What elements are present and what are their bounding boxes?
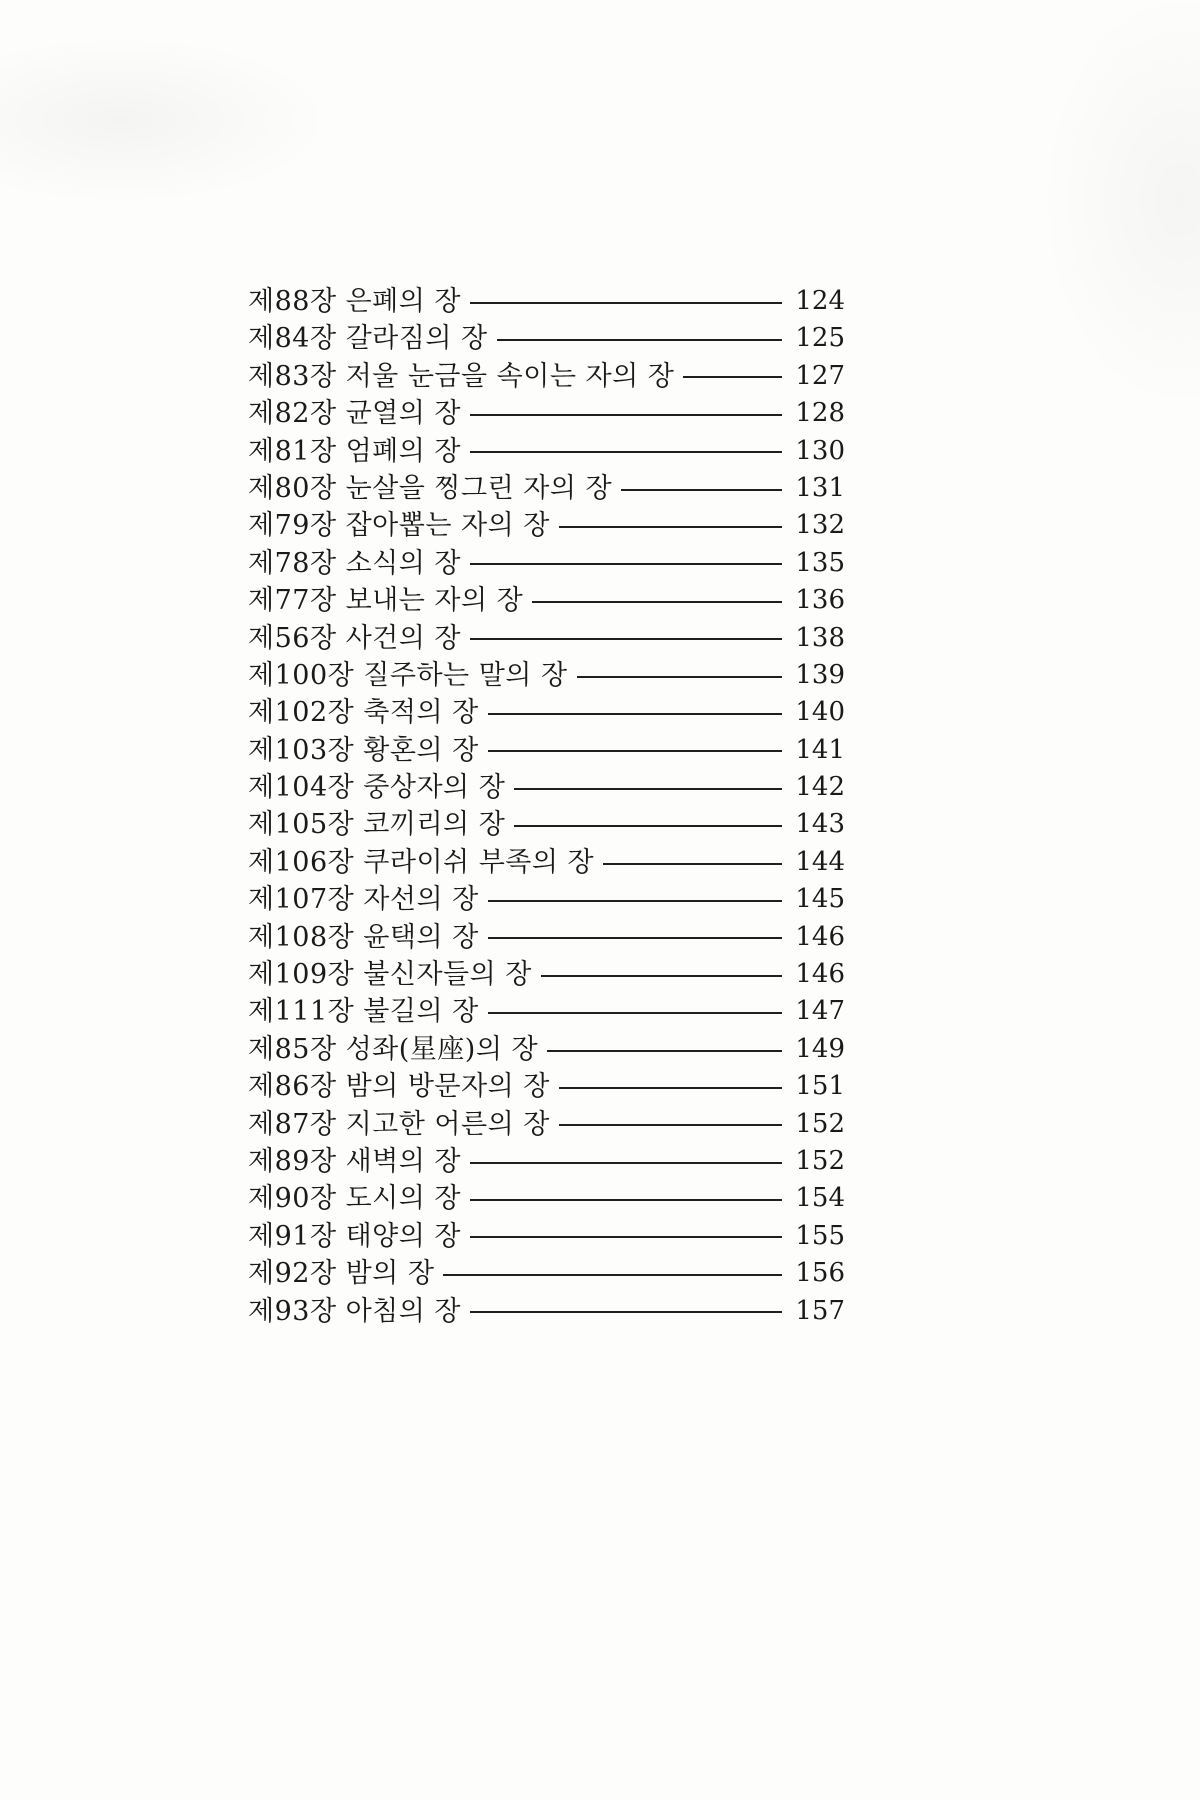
page-number: 136 — [795, 585, 845, 616]
leader-line — [488, 937, 782, 939]
chapter-title: 제77장 보내는 자의 장 — [248, 585, 524, 617]
toc-entry — [248, 769, 845, 806]
chapter-title: 제84장 갈라짐의 장 — [248, 323, 488, 355]
leader-line — [541, 975, 782, 977]
chapter-title: 제79장 잡아뽑는 자의 장 — [248, 510, 550, 542]
chapter-title: 제104장 중상자의 장 — [248, 772, 506, 804]
chapter-title: 제91장 태양의 장 — [248, 1220, 462, 1252]
chapter-title: 제88장 은폐의 장 — [248, 286, 462, 317]
leader-line — [470, 1162, 782, 1164]
page-number: 127 — [795, 360, 845, 391]
page-number: 156 — [795, 1258, 845, 1289]
page-number: 155 — [795, 1220, 845, 1251]
toc-entry — [248, 732, 845, 769]
toc-entry — [248, 582, 845, 619]
page-number: 135 — [795, 547, 845, 578]
page-number: 141 — [795, 734, 845, 765]
leader-line — [470, 414, 782, 416]
leader-line — [514, 825, 782, 827]
chapter-title: 제106장 쿠라이쉬 부족의 장 — [248, 846, 595, 878]
page-number: 151 — [795, 1071, 845, 1102]
page-number: 142 — [795, 772, 845, 803]
page-number: 147 — [795, 996, 845, 1027]
page-number: 140 — [795, 697, 845, 728]
toc-entry — [248, 1143, 845, 1180]
toc-entry — [248, 657, 845, 694]
leader-line — [547, 1050, 782, 1052]
page-number: 128 — [795, 398, 845, 429]
toc-entry — [248, 320, 845, 357]
toc-entry — [248, 283, 845, 320]
page-number: 157 — [795, 1295, 845, 1326]
page-number: 131 — [795, 472, 845, 503]
page-number: 149 — [795, 1033, 845, 1064]
page-number: 146 — [795, 959, 845, 990]
toc-entry — [248, 1031, 845, 1068]
toc-entry — [248, 1255, 845, 1292]
toc-entry — [248, 620, 845, 657]
toc-entry — [248, 545, 845, 582]
chapter-title: 제56장 사건의 장 — [248, 622, 462, 654]
toc-entry — [248, 881, 845, 918]
page-number: 130 — [795, 435, 845, 466]
page-number: 139 — [795, 659, 845, 690]
chapter-title: 제102장 축적의 장 — [248, 697, 479, 729]
leader-line — [470, 1311, 782, 1313]
page-number: 125 — [795, 323, 845, 354]
page-number: 143 — [795, 809, 845, 840]
chapter-title: 제93장 아침의 장 — [248, 1295, 462, 1327]
toc-entry — [248, 919, 845, 956]
table-of-contents — [248, 283, 845, 1330]
toc-entry — [248, 433, 845, 470]
leader-line — [559, 526, 782, 528]
chapter-title: 제100장 질주하는 말의 장 — [248, 659, 568, 691]
toc-entry — [248, 1293, 845, 1330]
leader-line — [514, 788, 782, 790]
page-number: 124 — [795, 286, 845, 316]
leader-line — [621, 489, 782, 491]
leader-line — [559, 1087, 782, 1089]
chapter-title: 제87장 지고한 어른의 장 — [248, 1108, 550, 1140]
chapter-title: 제92장 밤의 장 — [248, 1258, 435, 1290]
page-number: 152 — [795, 1108, 845, 1139]
toc-entry — [248, 956, 845, 993]
leader-line — [577, 676, 782, 678]
chapter-title: 제82장 균열의 장 — [248, 398, 462, 430]
page-number: 144 — [795, 846, 845, 877]
chapter-title: 제111장 불길의 장 — [248, 996, 479, 1028]
chapter-title: 제83장 저울 눈금을 속이는 자의 장 — [248, 360, 675, 392]
chapter-title: 제86장 밤의 방문자의 장 — [248, 1071, 550, 1103]
chapter-title: 제105장 코끼리의 장 — [248, 809, 506, 841]
toc-entry — [248, 470, 845, 507]
leader-line — [603, 863, 782, 865]
leader-line — [488, 900, 782, 902]
leader-line — [470, 563, 782, 565]
toc-entry — [248, 993, 845, 1030]
leader-line — [470, 1236, 782, 1238]
chapter-title: 제81장 엄폐의 장 — [248, 435, 462, 467]
leader-line — [470, 451, 782, 453]
leader-line — [488, 750, 782, 752]
page-number: 154 — [795, 1183, 845, 1214]
leader-line — [532, 601, 782, 603]
leader-line — [497, 339, 782, 341]
chapter-title: 제90장 도시의 장 — [248, 1183, 462, 1215]
leader-line — [683, 376, 782, 378]
toc-entry — [248, 507, 845, 544]
leader-line — [470, 1199, 782, 1201]
toc-entry — [248, 1218, 845, 1255]
toc-entry — [248, 1068, 845, 1105]
chapter-title: 제107장 자선의 장 — [248, 884, 479, 916]
leader-line — [488, 1012, 782, 1014]
toc-entry — [248, 844, 845, 881]
chapter-title: 제85장 성좌(星座)의 장 — [248, 1033, 539, 1065]
page-number: 138 — [795, 622, 845, 653]
toc-entry — [248, 358, 845, 395]
page-number: 132 — [795, 510, 845, 541]
chapter-title: 제109장 불신자들의 장 — [248, 959, 532, 991]
leader-line — [488, 713, 782, 715]
chapter-title: 제80장 눈살을 찡그린 자의 장 — [248, 472, 613, 504]
chapter-title: 제103장 황혼의 장 — [248, 734, 479, 766]
toc-entry — [248, 395, 845, 432]
toc-entry — [248, 1180, 845, 1217]
chapter-title: 제78장 소식의 장 — [248, 547, 462, 579]
page-number: 152 — [795, 1145, 845, 1176]
leader-line — [470, 638, 782, 640]
leader-line — [559, 1124, 782, 1126]
toc-entry — [248, 1106, 845, 1143]
page-number: 146 — [795, 921, 845, 952]
page-number: 145 — [795, 884, 845, 915]
chapter-title: 제108장 윤택의 장 — [248, 921, 479, 953]
chapter-title: 제89장 새벽의 장 — [248, 1145, 462, 1177]
leader-line — [470, 302, 782, 304]
leader-line — [443, 1274, 782, 1276]
toc-entry — [248, 694, 845, 731]
toc-entry — [248, 806, 845, 843]
